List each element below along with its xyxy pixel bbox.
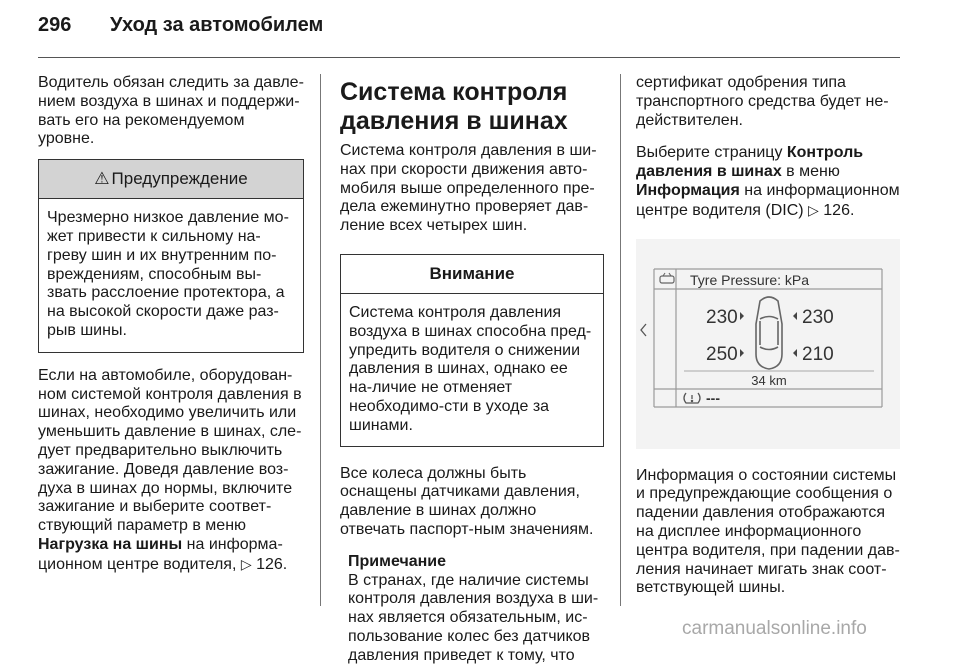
page-ref-arrow-icon: ▷ [240,555,252,572]
continued-paragraph: сертификат одобрения типа транспортного средства будет не-действителен. [636,74,889,129]
front-right-pressure: 230 [802,306,834,328]
page-ref[interactable]: 126. [823,201,855,219]
pressure-pointer-icon [793,312,797,320]
car-top-view-icon [756,297,782,369]
warning-box [38,159,304,353]
wheels-paragraph: Все колеса должны быть оснащены датчиками давления, давление в шинах должно отвечать паспорт-ным значениям. [340,464,594,538]
left-arrow-icon [641,324,646,336]
notice-box [340,254,604,447]
display-info-paragraph: Информация о состоянии системы и предупреждающие сообщения о падении давления отображаются на дисплее информационного центра водителя, при падении дав-ления начинает мигать знак соот-ветствующей шины. [636,466,900,597]
warning-text: Чрезмерно низкое давление мо-жет привести к сильному на-греву шин и их внутренним по-вреждениям, способным вы-звать расслоение протектора, а на высокой скорости даже раз-рыв шины. [47,209,289,339]
select-page-paragraph: Выберите страницу Контроль давления в шинах в меню Информация на информационном центре водителя (DIC) ▷ 126. [636,144,900,219]
pressure-pointer-icon [793,349,797,357]
watermark: carmanualsonline.info [682,618,867,639]
page-title: Уход за автомобилем [110,14,324,36]
page-name-tpms: Контроль давления в шинах [636,144,864,181]
tpms-status: --- [706,389,720,406]
car-icon [660,273,674,283]
menu-name-info: Информация [636,181,740,199]
remark [340,553,604,666]
page-ref-arrow-icon: ▷ [808,201,819,218]
tpms-warning-icon [684,393,700,403]
warning-triangle-icon: ⚠ [94,169,110,189]
remark-title: Примечание [348,552,447,570]
dic-display-image [636,239,900,449]
intro-paragraph: Водитель обязан следить за давле-нием воздуха в шинах и поддержи-вать его на рекомендуемом уровне. [38,74,304,148]
notice-title: Внимание [341,255,603,294]
column-divider [620,74,621,606]
pressure-pointer-icon [740,312,744,320]
tpms-intro: Система контроля давления в ши-нах при скорости движения авто-мобиля выше определенного пре-дела ежеминутно проверяет дав-ление всех четырех шин. [340,142,597,235]
distance-readout: 34 km [751,372,787,388]
dic-display [636,239,900,449]
front-left-pressure: 230 [706,306,738,328]
pressure-pointer-icon [740,349,744,357]
warning-header [39,160,303,199]
column-1 [38,74,304,575]
column-divider [320,74,321,606]
rear-right-pressure: 210 [802,343,834,365]
column-3 [636,74,902,598]
page-number: 296 [38,14,72,36]
remark-text: В странах, где наличие системы контроля давления воздуха в ши-нах является обязательным, ис-пользование колес без датчиков давления приведет к тому, что [348,571,599,664]
rear-left-pressure: 250 [706,343,738,365]
page-ref[interactable]: 126. [256,555,288,573]
section-title: Система контроля давления в шинах [340,78,568,135]
column-2 [340,78,604,666]
notice-text: Система контроля давления воздуха в шинах способна пред-упредить водителя о снижении давления в шинах, однако ее на-личие не отменяет необходимо-сти в уходе за шинами. [349,303,592,434]
display-title: Tyre Pressure: kPa [690,271,810,288]
pressure-adjust-paragraph: Если на автомобиле, оборудован-ном системой контроля давления в шинах, необходимо увеличить или уменьшить давление в шинах, сле-дует предварительно выключить зажигание. Доведя давление воз-духа в шинах до нормы, включите зажигание и выберите соответ-ствующий параметр в меню Нагрузка на шины на информа-ционном центре водителя, ▷ 126. [38,366,302,573]
header-rule [38,57,900,58]
menu-name-tyre-load: Нагрузка на шины [38,535,183,553]
warning-title: Предупреждение [111,169,248,189]
